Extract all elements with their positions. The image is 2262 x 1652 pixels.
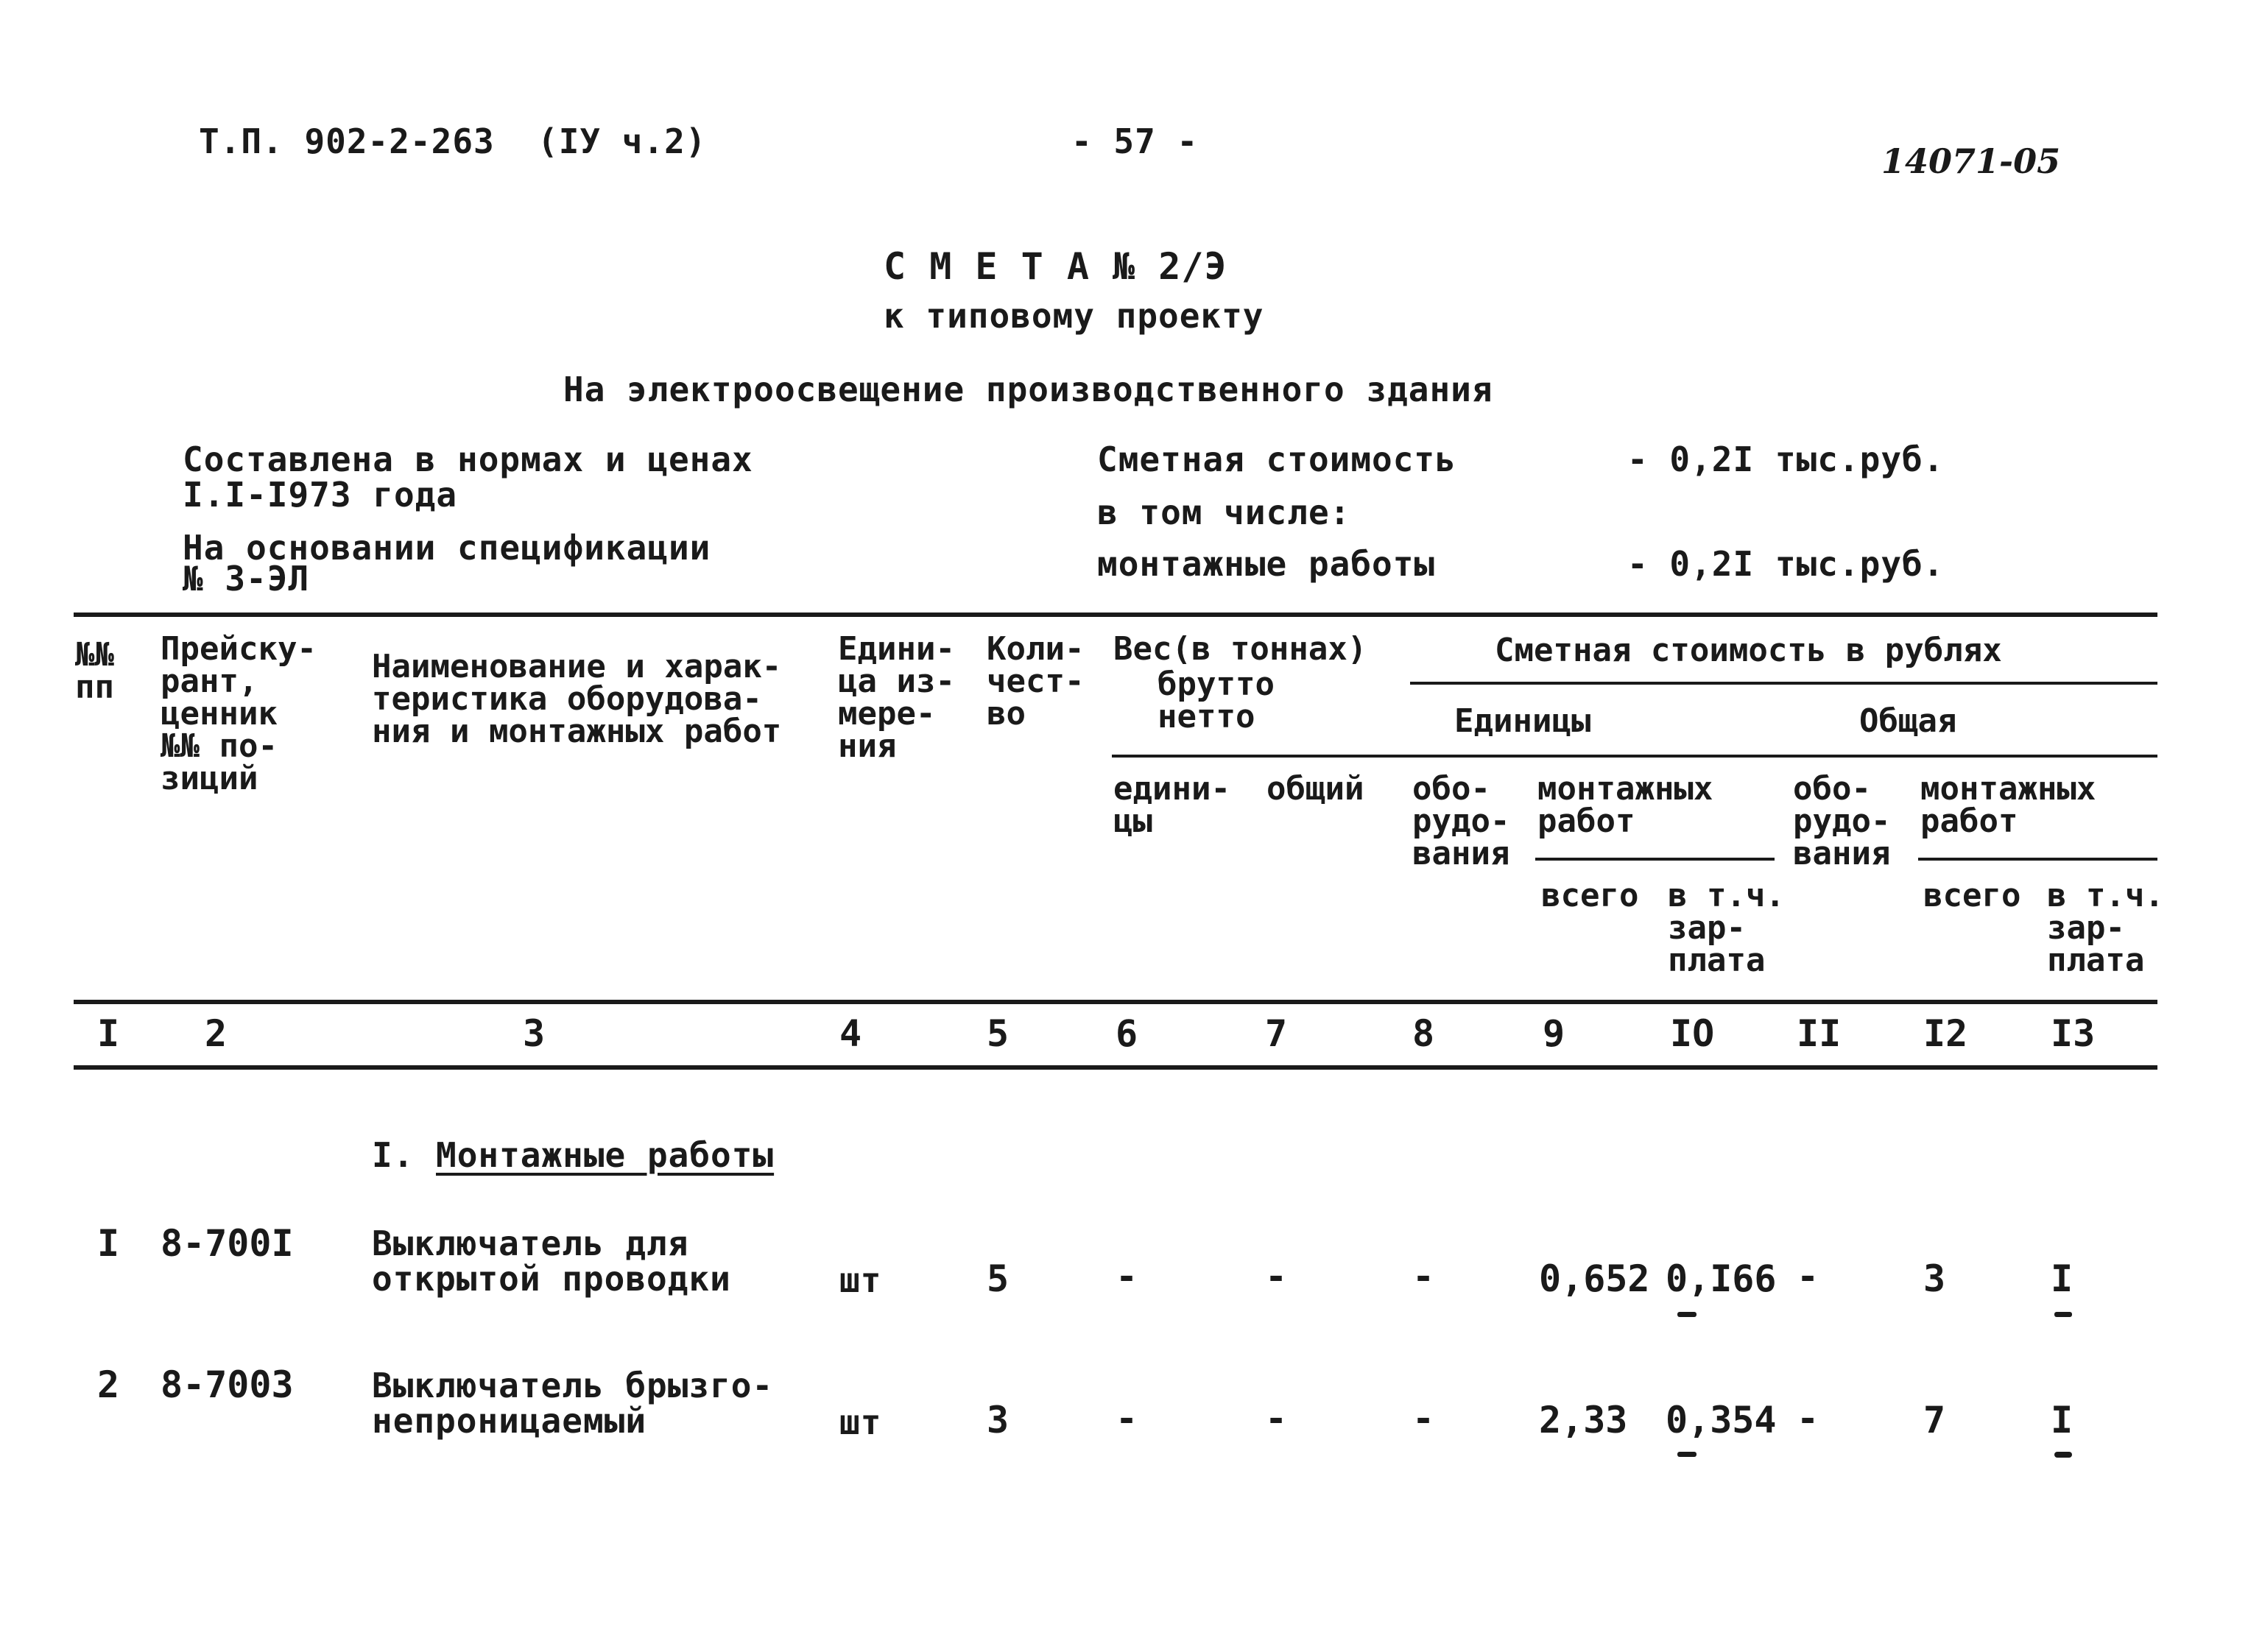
wage-underline-mark xyxy=(2054,1312,2072,1317)
install-total-rule xyxy=(1918,858,2157,861)
column-number: 5 xyxy=(987,1012,1010,1055)
installation-value: - 0,2I тыс.руб. xyxy=(1627,544,1945,584)
header-weight: Вес(в тоннах) xyxy=(1113,630,1367,668)
header-installation-unit: монтажных работ xyxy=(1537,770,1713,840)
wage-total-cost: I xyxy=(2051,1399,2074,1441)
price-code: 8-700I xyxy=(161,1222,294,1265)
column-number: I2 xyxy=(1923,1012,1968,1055)
install-unit-rule xyxy=(1535,858,1775,861)
header-weight-total: общий xyxy=(1266,770,1364,808)
norms-line-1: Составлена в нормах и ценах xyxy=(183,440,753,479)
column-number: 7 xyxy=(1265,1012,1288,1055)
row-number: 2 xyxy=(97,1363,120,1406)
header-wage-total: в т.ч. зар- плата xyxy=(2047,877,2164,979)
header-name: Наименование и харак- теристика оборудова- ния и монтажных работ xyxy=(372,648,782,750)
wage-total-cost: I xyxy=(2051,1257,2074,1300)
including-label: в том числе: xyxy=(1097,493,1351,532)
header-installation-total: монтажных работ xyxy=(1920,770,2096,840)
section-number: I. xyxy=(372,1135,415,1175)
header-all-total: всего xyxy=(1923,877,2021,914)
volume-label: (IУ ч.2) xyxy=(538,121,707,161)
header-cost: Сметная стоимость в рублях xyxy=(1495,632,2002,669)
weight-total: - xyxy=(1265,1397,1288,1440)
estimate-subject: На электроосвещение производственного здания xyxy=(563,370,1493,409)
header-quantity: Коли- чест- во xyxy=(987,630,1085,733)
quantity: 3 xyxy=(987,1399,1010,1441)
equipment-unit-cost: - xyxy=(1412,1397,1435,1440)
column-number: 3 xyxy=(523,1012,546,1055)
header-wage-unit: в т.ч. зар- плата xyxy=(1668,877,1785,979)
installation-label: монтажные работы xyxy=(1097,544,1436,584)
installation-total-cost: 3 xyxy=(1923,1257,1946,1300)
estimate-subtitle: к типовому проекту xyxy=(884,296,1264,336)
norms-line-2: I.I-I973 года xyxy=(183,475,458,515)
column-number: IO xyxy=(1670,1012,1715,1055)
installation-total-cost: 7 xyxy=(1923,1399,1946,1441)
cost-value: - 0,2I тыс.руб. xyxy=(1627,440,1945,479)
page-number: - 57 - xyxy=(1071,121,1199,161)
column-number: II xyxy=(1797,1012,1842,1055)
column-number: 9 xyxy=(1543,1012,1565,1055)
installation-unit-cost: 2,33 xyxy=(1539,1399,1628,1441)
installation-unit-cost: 0,652 xyxy=(1539,1257,1650,1300)
equipment-total-cost: - xyxy=(1797,1255,1819,1298)
item-name: Выключатель брызго- непроницаемый xyxy=(372,1366,774,1441)
section-title: Монтажные работы xyxy=(436,1135,775,1175)
estimate-title: С М Е Т А № 2/Э xyxy=(884,245,1227,288)
quantity: 5 xyxy=(987,1257,1010,1300)
wage-unit-cost: 0,354 xyxy=(1666,1399,1777,1441)
column-numbers-rule xyxy=(74,1065,2157,1070)
header-weight-sub: брутто нетто xyxy=(1158,666,1275,735)
basis-line-1: На основании спецификации xyxy=(183,528,711,568)
doc-reference: Т.П. 902-2-263 xyxy=(199,121,495,161)
unit: шт xyxy=(839,1402,882,1442)
price-code: 8-7003 xyxy=(161,1363,294,1406)
weight-unit: - xyxy=(1116,1397,1138,1440)
wage-underline-mark xyxy=(1677,1312,1696,1317)
wage-unit-cost: 0,I66 xyxy=(1666,1257,1777,1300)
header-unit-cost: Единицы xyxy=(1454,702,1591,740)
column-number: 6 xyxy=(1116,1012,1138,1055)
basis-line-2: № 3-ЭЛ xyxy=(183,559,310,599)
item-name: Выключатель для открытой проводки xyxy=(372,1224,731,1299)
weight-unit: - xyxy=(1116,1255,1138,1298)
cost-label: Сметная стоимость xyxy=(1097,440,1456,479)
header-total-cost: Общая xyxy=(1859,702,1957,740)
row-number: I xyxy=(97,1222,120,1265)
header-unit: Едини- ца из- мере- ния xyxy=(838,630,955,765)
header-row-number: №№ пп xyxy=(75,636,114,706)
column-number: 8 xyxy=(1412,1012,1435,1055)
header-all-unit: всего xyxy=(1541,877,1639,914)
wage-underline-mark xyxy=(2054,1452,2072,1458)
header-equipment-unit: обо- рудо- вания xyxy=(1412,770,1510,872)
equipment-unit-cost: - xyxy=(1412,1255,1435,1298)
header-price-list: Прейску- рант, ценник №№ по- зиций xyxy=(161,630,317,797)
unit: шт xyxy=(839,1260,882,1300)
header-equipment-total: обо- рудо- вания xyxy=(1793,770,1891,872)
cost-header-rule xyxy=(1410,682,2157,685)
header-bottom-rule xyxy=(74,1000,2157,1004)
header-weight-unit: едини- цы xyxy=(1113,770,1230,840)
column-number: I xyxy=(97,1012,120,1055)
column-number: 2 xyxy=(205,1012,228,1055)
weight-total: - xyxy=(1265,1255,1288,1298)
table-top-rule xyxy=(74,613,2157,617)
column-number: 4 xyxy=(839,1012,862,1055)
archive-number: 14071-05 xyxy=(1881,141,2061,181)
column-number: I3 xyxy=(2051,1012,2096,1055)
subheader-rule xyxy=(1112,755,2157,758)
wage-underline-mark xyxy=(1677,1452,1696,1457)
equipment-total-cost: - xyxy=(1797,1397,1819,1440)
